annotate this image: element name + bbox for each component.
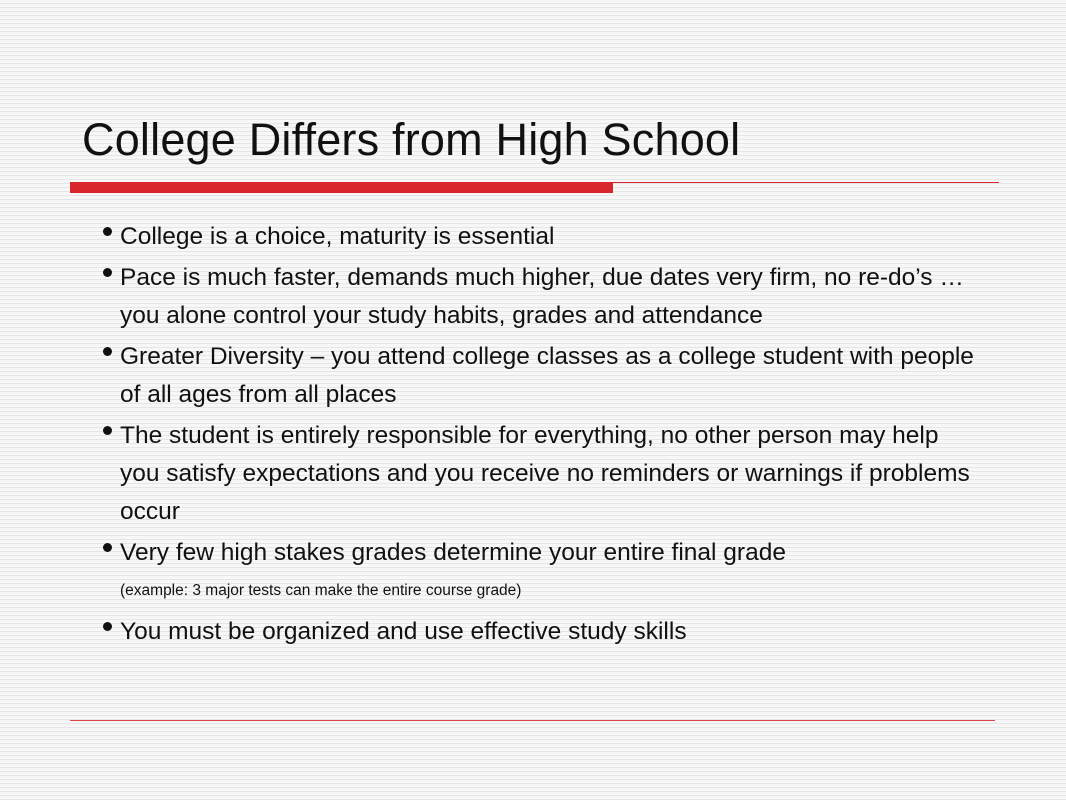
bottom-rule [70,720,995,721]
bullet-item [103,417,983,531]
bullet-dot-icon [103,426,112,435]
bullet-note: (example: 3 major tests can make the entire course grade) [120,582,522,599]
bullet-text: College is a choice, maturity is essential [120,223,555,250]
title-underline-thick [70,182,613,193]
bullet-item [103,259,983,335]
bullet-dot-icon [103,543,112,552]
bullet-dot-icon [103,347,112,356]
bullet-item [103,218,983,256]
bullet-text: The student is entirely responsible for everything, no other person may help you satisfy expectations and you receive no reminders or warnings if problems occur [120,422,970,525]
bullet-item [103,338,983,414]
bullet-item [103,613,983,651]
bullet-text: You must be organized and use effective study skills [120,618,687,645]
slide-title: College Differs from High School [82,114,741,165]
bullet-dot-icon [103,622,112,631]
bullet-text: Pace is much faster, demands much higher, due dates very firm, no re-do’s … you alone control your study habits, grades and attendance [120,264,964,329]
bullet-item [103,534,983,610]
bullet-dot-icon [103,227,112,236]
bullet-list [103,218,983,654]
bullet-dot-icon [103,268,112,277]
bullet-text: Greater Diversity – you attend college classes as a college student with people of all ages from all places [120,343,974,408]
bullet-text: Very few high stakes grades determine your entire final grade [120,539,786,566]
